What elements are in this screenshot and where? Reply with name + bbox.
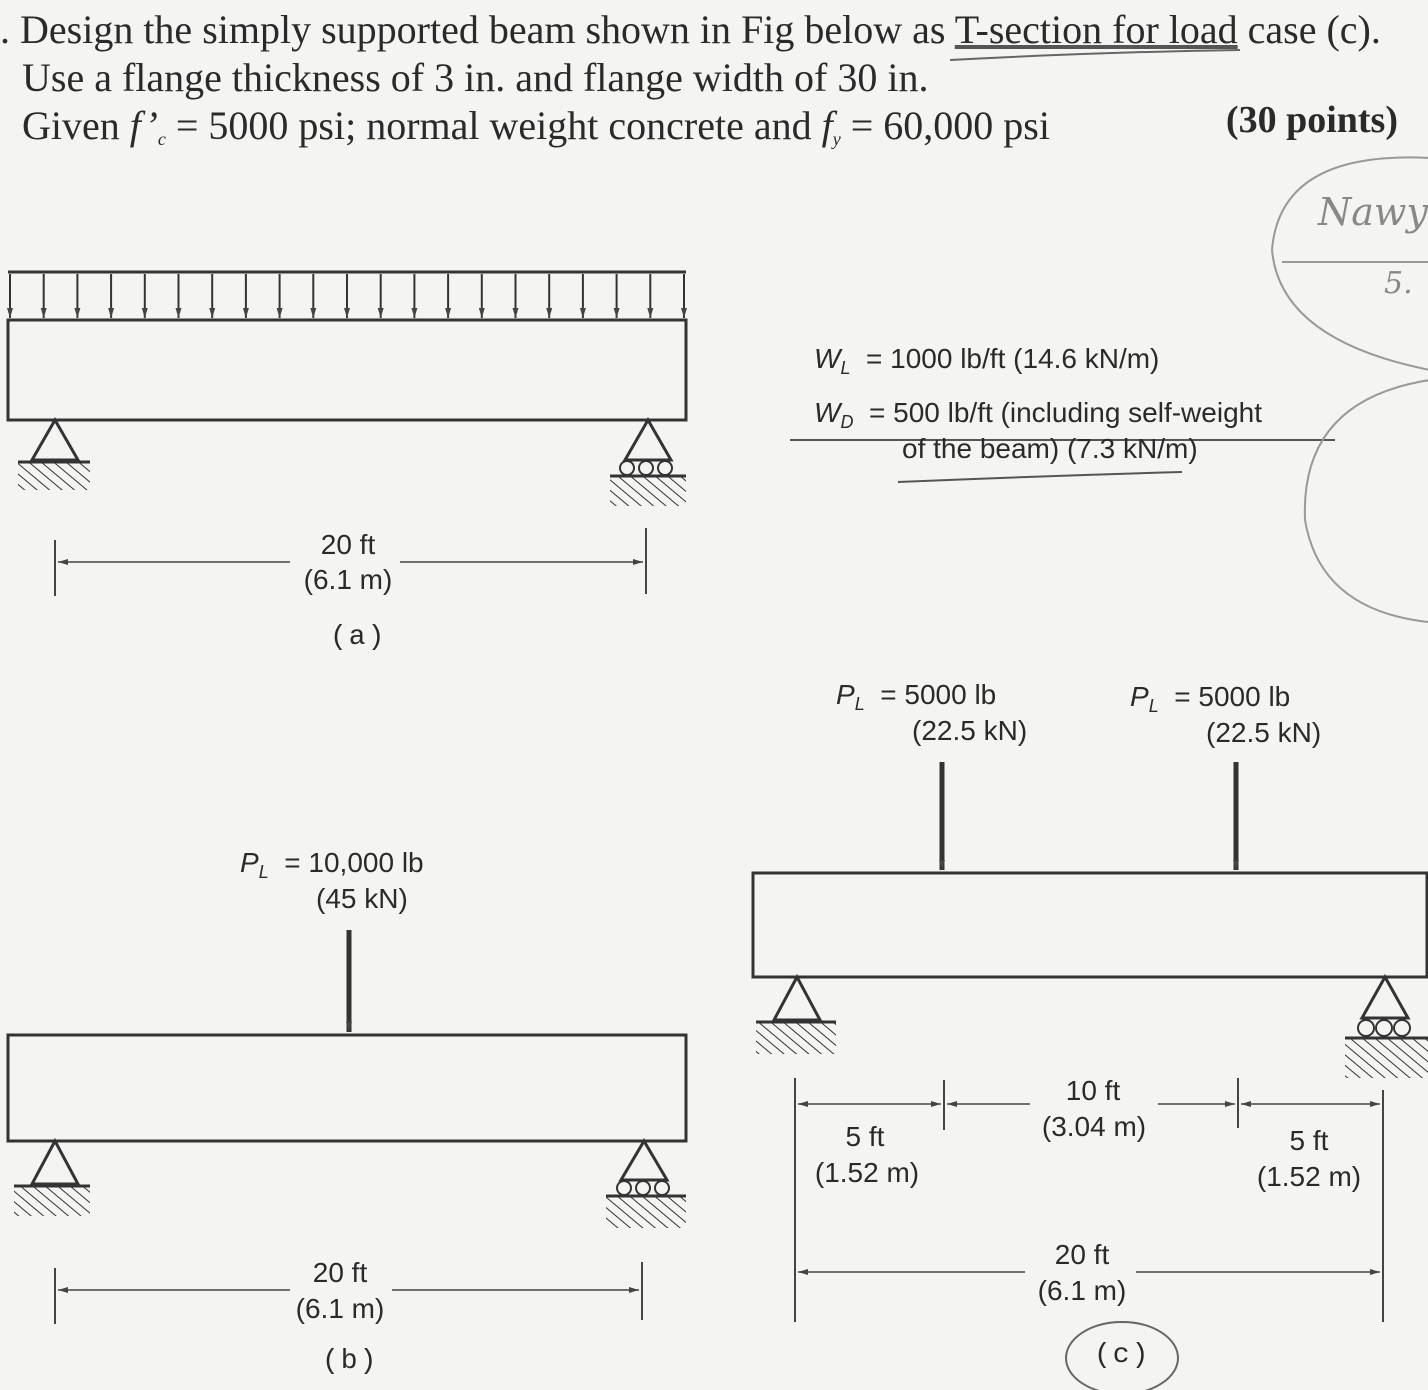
problem-line-1-underlined: T-section for load: [954, 7, 1238, 52]
fig-c-seg2-m: (3.04 m): [1041, 1111, 1147, 1142]
problem-line-1-suffix: case (c).: [1237, 7, 1381, 52]
handwritten-underline-wd: [898, 472, 1182, 482]
fig-c-p2-symbol: P: [1130, 681, 1149, 712]
wd-symbol: W: [814, 397, 841, 428]
fig-c-p1-value: = 5000 lb: [880, 679, 997, 710]
fig-b-caption: (b): [322, 1346, 379, 1377]
fig-c-p1-kn: (22.5 kN): [912, 715, 1028, 746]
fig-b-load-value: = 10,000 lb: [284, 847, 424, 878]
fc-symbol: f’: [129, 103, 158, 148]
wl-value: = 1000 lb/ft (14.6 kN/m): [866, 343, 1160, 374]
wd-value-2: of the beam) (7.3 kN/m): [902, 433, 1198, 464]
fig-c-p1-symbol: P: [836, 679, 855, 710]
fig-c-seg2-ft: 10 ft: [1065, 1075, 1121, 1106]
fig-c-caption: (c): [1094, 1340, 1151, 1371]
fig-a-span-ft: 20 ft: [320, 529, 376, 560]
problem-line-1-prefix: . Design the simply supported beam shown in Fig below as: [0, 7, 955, 52]
handwritten-underline: [950, 50, 1240, 60]
fig-a-caption: (a): [330, 622, 387, 653]
given-mid: = 5000 psi; normal weight concrete and: [165, 103, 822, 148]
handwritten-name: Nawy: [1318, 190, 1428, 234]
fc-subscript: c: [157, 129, 166, 149]
fig-c-p2-value: = 5000 lb: [1174, 681, 1291, 712]
fig-c-seg1-m: (1.52 m): [814, 1157, 920, 1188]
fig-c-seg3-m: (1.52 m): [1256, 1161, 1362, 1192]
udl-arrows: [10, 274, 684, 318]
fig-c-span-m: (6.1 m): [1037, 1275, 1127, 1306]
fy-subscript: y: [832, 129, 841, 149]
fig-a-span-m: (6.1 m): [303, 564, 393, 595]
wd-value-1: = 500 lb/ft (including self-weight: [869, 397, 1262, 428]
fig-b-span-ft: 20 ft: [312, 1257, 368, 1288]
fig-b-load-kn: (45 kN): [316, 883, 408, 914]
wl-subscript: L: [840, 358, 851, 378]
fig-b-load-subscript: L: [258, 862, 269, 882]
fy-symbol: f: [821, 103, 833, 148]
given-label: Given: [22, 103, 130, 148]
fig-b-load-symbol: P: [240, 847, 259, 878]
fig-c-p2-subscript: L: [1148, 696, 1159, 716]
fig-c-seg3-ft: 5 ft: [1289, 1125, 1329, 1156]
fig-c-span-ft: 20 ft: [1054, 1239, 1110, 1270]
problem-line-2: Use a flange thickness of 3 in. and flange width of 30 in.: [22, 55, 929, 100]
fig-c-p2-kn: (22.5 kN): [1206, 717, 1322, 748]
handwritten-note: 5.: [1384, 266, 1413, 301]
wl-symbol: W: [814, 343, 841, 374]
fig-b-span-m: (6.1 m): [295, 1293, 385, 1324]
points-label: (30 points): [1225, 99, 1398, 141]
fig-c-seg1-ft: 5 ft: [845, 1121, 885, 1152]
wd-subscript: D: [840, 412, 854, 432]
wl-label: [814, 342, 1159, 385]
given-end: = 60,000 psi: [840, 103, 1050, 148]
fig-c-p1-subscript: L: [854, 694, 865, 714]
